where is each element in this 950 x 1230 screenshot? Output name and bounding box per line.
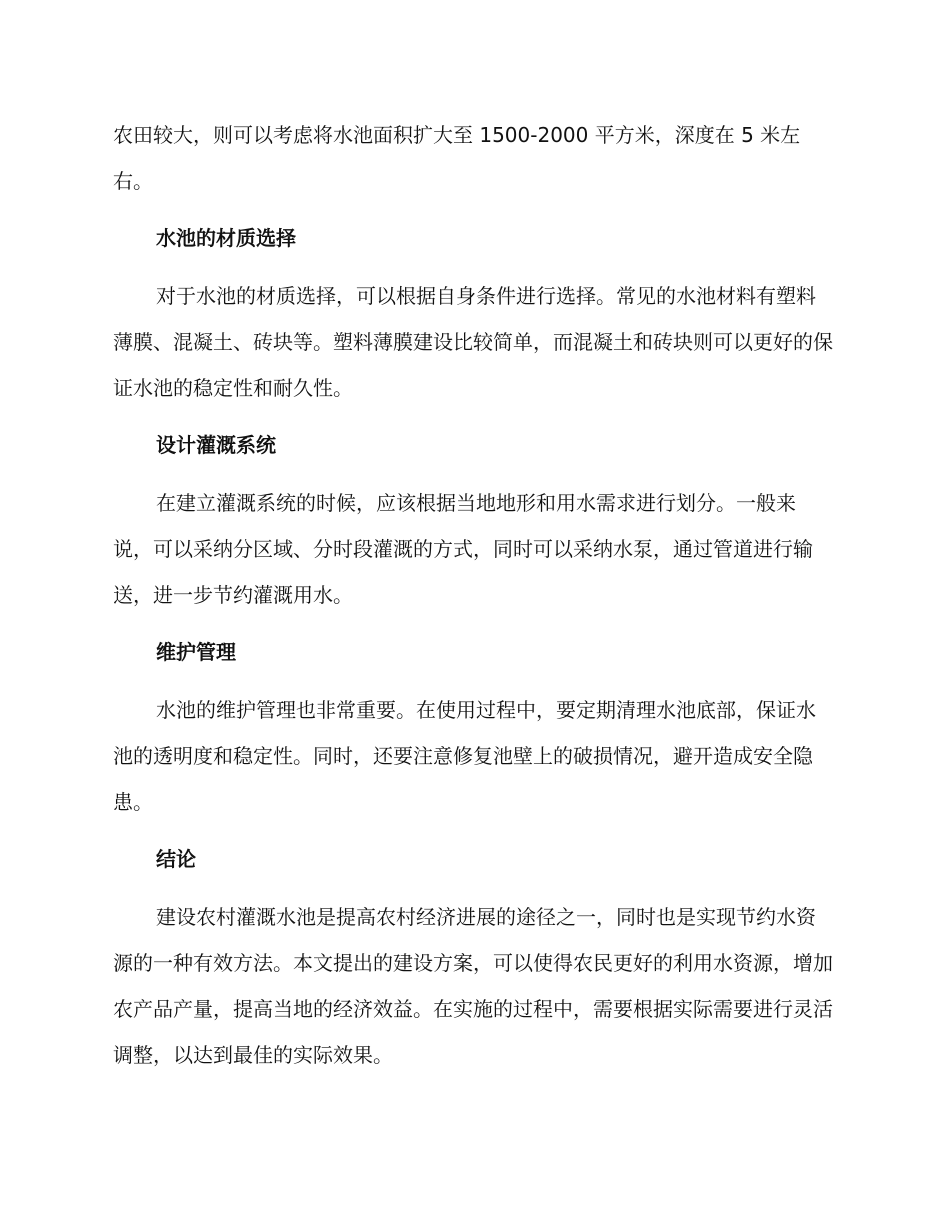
section-body-conclusion: 建设农村灌溉水池是提高农村经济进展的途径之一，同时也是实现节约水资源的一种有效方法。本文提出的建设方案，可以使得农民更好的利用水资源，增加农产品产量，提高当地的经济效益。在实施的过程中，需要根据实际需要进行灵活调整，以达到最佳的实际效果。 bbox=[113, 905, 833, 1067]
section-heading-conclusion: 结论 bbox=[156, 847, 196, 871]
section-body-material: 对于水池的材质选择，可以根据自身条件进行选择。常见的水池材料有塑料薄膜、混凝土、砖块等。塑料薄膜建设比较简单，而混凝土和砖块则可以更好的保证水池的稳定性和耐久性。 bbox=[113, 284, 833, 400]
continuation-paragraph: 农田较大，则可以考虑将水池面积扩大至 1500-2000 平方米，深度在 5 米左右。 bbox=[113, 123, 801, 193]
section-heading-irrigation: 设计灌溉系统 bbox=[156, 433, 276, 457]
section-body-maintenance: 水池的维护管理也非常重要。在使用过程中，要定期清理水池底部，保证水池的透明度和稳定性。同时，还要注意修复池壁上的破损情况，避开造成安全隐患。 bbox=[113, 698, 816, 814]
document-body bbox=[113, 112, 835, 1078]
section-heading-maintenance: 维护管理 bbox=[156, 640, 236, 664]
section-body-irrigation: 在建立灌溉系统的时候，应该根据当地地形和用水需求进行划分。一般来说，可以采纳分区域、分时段灌溉的方式，同时可以采纳水泵，通过管道进行输送，进一步节约灌溉用水。 bbox=[113, 491, 813, 607]
section-heading-material: 水池的材质选择 bbox=[156, 226, 296, 250]
